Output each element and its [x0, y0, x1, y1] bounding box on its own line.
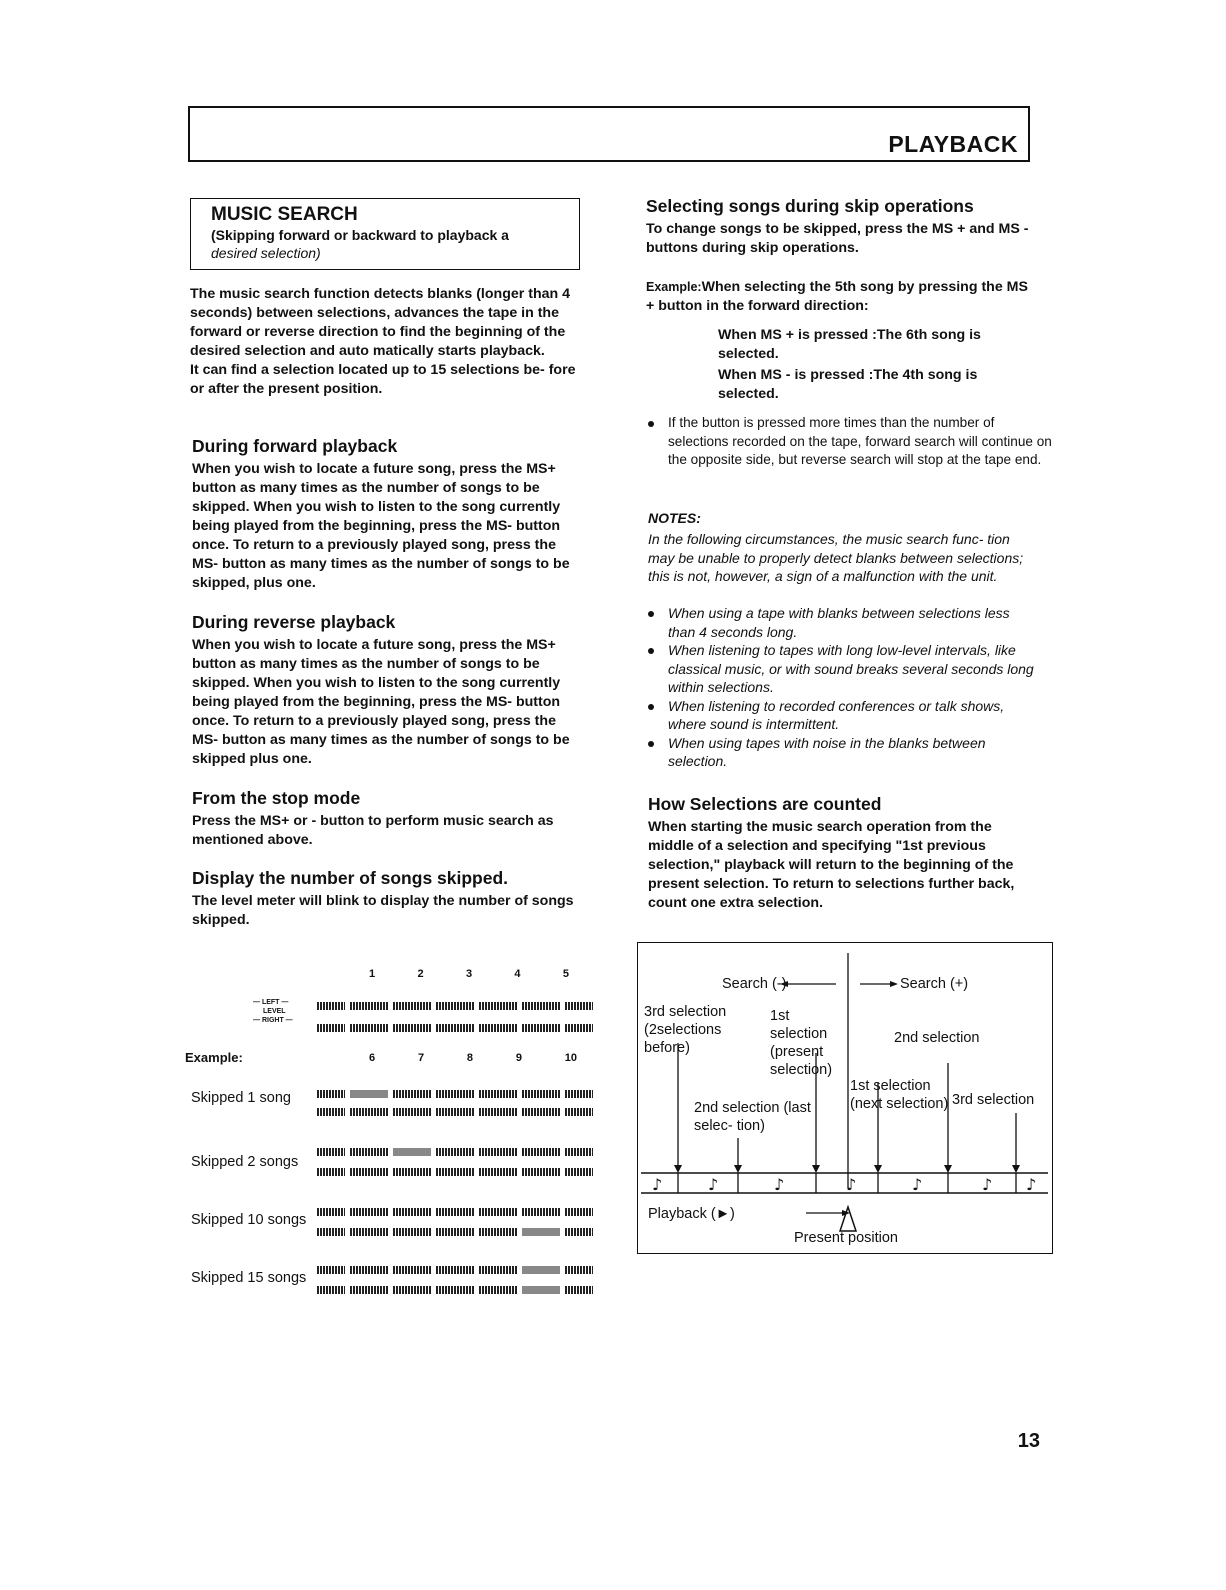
meter-example-label: Example: [185, 1050, 243, 1065]
meter-num: 6 [369, 1052, 376, 1064]
skip-label-2: Skipped 2 songs [191, 1154, 299, 1170]
search-minus-label: Search (-) [722, 976, 787, 992]
intro-text [190, 285, 582, 399]
intro-p2: It can find a selection located up to 15 selections be- fore or after the present position. [190, 362, 576, 397]
reverse-body: When you wish to locate a future song, press the MS+ button as many times as the number of songs to be skipped. When you wish to listen to the song currently being played from the beginning, press the MS- button once. To return to a previously played song, press the MS- button as many times as the number of songs to be skipped plus one. [192, 637, 570, 767]
forward-heading: During forward playback [192, 436, 398, 456]
example-block [646, 278, 1038, 316]
notes-item: When using a tape with blanks between selections less than 4 seconds long. [646, 604, 1038, 641]
meter-num: 5 [562, 968, 569, 980]
svg-text:♪: ♪ [652, 1175, 663, 1194]
svg-text:♪: ♪ [846, 1175, 857, 1194]
skip-meter-4a [317, 1266, 593, 1274]
header-box [188, 106, 1030, 162]
display-body: The level meter will blink to display the number of songs skipped. [192, 893, 574, 928]
ms-plus-result: When MS + is pressed :The 6th song is selected. [718, 327, 981, 362]
playback-label: Playback (►) [648, 1206, 735, 1222]
meter-num: 9 [515, 1052, 522, 1064]
svg-text:♪: ♪ [708, 1175, 719, 1194]
skip-meter-1b [317, 1108, 593, 1116]
second-after-label: 2nd selection [894, 1030, 980, 1046]
skip-label-1: Skipped 1 song [191, 1090, 291, 1106]
skip-meter-2b [317, 1168, 593, 1176]
reverse-heading: During reverse playback [192, 612, 396, 632]
skip-label-3: Skipped 10 songs [191, 1212, 307, 1228]
meter-num: 10 [564, 1052, 577, 1064]
svg-text:♪: ♪ [912, 1175, 923, 1194]
example-label: Example: [646, 280, 702, 294]
second-last-label: 2nd selection (last selec- tion) [694, 1100, 811, 1134]
selecting-bullet: If the button is pressed more times than the number of selections recorded on the tape, forward search will continue on the opposite side, but reverse search will stop at the tape end. [646, 414, 1058, 470]
notes-heading: NOTES: [648, 510, 701, 526]
skip-meter-1a [317, 1090, 593, 1098]
skip-meter-4b [317, 1286, 593, 1294]
selecting-body: To change songs to be skipped, press the MS + and MS - buttons during skip operations. [646, 221, 1029, 256]
skip-meter-3a [317, 1208, 593, 1216]
meter-num: 3 [465, 968, 473, 980]
display-heading: Display the number of songs skipped. [192, 868, 509, 888]
meter-num: 1 [369, 968, 376, 980]
counted-body: When starting the music search operation from the middle of a selection and specifying "1st previous selection," playback will return to the beginning of the present selection. To return to selections further back, count one extra selection. [648, 819, 1015, 911]
meter-bar-left [317, 1002, 593, 1010]
first-next-label: 1st selection (next selection) [850, 1078, 949, 1112]
page-number: 13 [1017, 1430, 1040, 1452]
music-search-box [190, 198, 580, 270]
first-present-label: 1st selection (present selection) [770, 1008, 833, 1078]
notes-list [646, 604, 1038, 771]
selecting-heading: Selecting songs during skip operations [646, 196, 974, 216]
music-search-title: MUSIC SEARCH [211, 204, 358, 225]
third-after-label: 3rd selection [952, 1092, 1035, 1108]
meter-num: 4 [514, 968, 521, 980]
meter-num: 2 [417, 968, 424, 980]
music-search-subtitle: (Skipping forward or backward to playback a desired selection) [211, 227, 509, 261]
meter-top-numbers [369, 968, 569, 980]
stop-body: Press the MS+ or - button to perform music search as mentioned above. [192, 813, 554, 848]
notes-intro: In the following circumstances, the music search func- tion may be unable to properly detect blanks between selections; this is not, however, a sign of a malfunction with the unit. [648, 531, 1024, 584]
search-plus-label: Search (+) [900, 976, 969, 992]
meter-bottom-numbers [369, 1052, 577, 1064]
level-meter-figure [185, 968, 615, 1298]
svg-text:♪: ♪ [774, 1175, 785, 1194]
selection-count-diagram [637, 942, 1053, 1254]
intro-p1: The music search function detects blanks (longer than 4 seconds) between selections, advances the tape in the forward or reverse direction to find the beginning of the desired selection and auto matically starts playback. [190, 286, 570, 359]
skip-label-4: Skipped 15 songs [191, 1270, 307, 1286]
page-title: PLAYBACK [888, 131, 1018, 157]
notes-item: When listening to recorded conferences or talk shows, where sound is intermittent. [646, 697, 1038, 734]
notes-item: When using tapes with noise in the blanks between selection. [646, 734, 1038, 771]
svg-text:♪: ♪ [1026, 1175, 1037, 1194]
present-position-label: Present position [794, 1230, 898, 1246]
counted-heading: How Selections are counted [648, 794, 882, 814]
notes-item: When listening to tapes with long low-level intervals, like classical music, or with sound breaks several seconds long within selections. [646, 641, 1038, 697]
ms-minus-result: When MS - is pressed :The 4th song is selected. [718, 367, 978, 402]
third-before-label: 3rd selection (2selections before) [644, 1004, 727, 1056]
meter-bar-right [317, 1024, 593, 1032]
example-text: When selecting the 5th song by pressing the MS + button in the forward direction: [646, 279, 1028, 314]
svg-text:♪: ♪ [982, 1175, 993, 1194]
skip-meter-3b [317, 1228, 593, 1236]
meter-channel-labels: — LEFT — LEVEL — RIGHT — [253, 999, 293, 1024]
forward-body: When you wish to locate a future song, press the MS+ button as many times as the number of songs to be skipped. When you wish to listen to the song currently being played from the beginning, press the MS- button once. To return to a previously played song, press the MS- button as many times as the number of songs to be skipped, plus one. [192, 461, 570, 591]
stop-heading: From the stop mode [192, 788, 361, 808]
skip-meter-2a [317, 1148, 593, 1156]
meter-num: 7 [417, 1052, 425, 1064]
meter-num: 8 [466, 1052, 473, 1064]
